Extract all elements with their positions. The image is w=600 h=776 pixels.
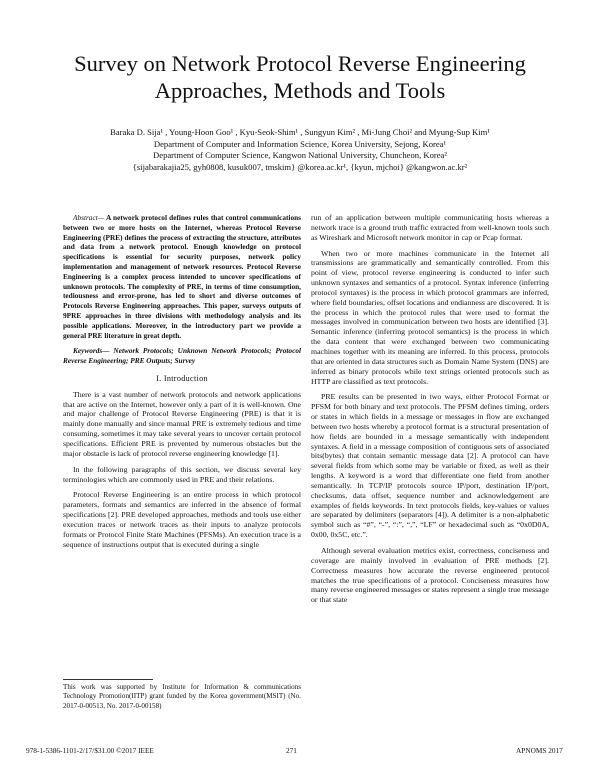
intro-paragraph-3: Protocol Reverse Engineering is an entire process in which protocol parameters, formats and semantics are inferred in the absence of formal specifications [2]. PRE developed approaches, methods and tools use either execution traces or network traces as their inputs to analyze protocols formats or Protocol Finite State Machines (PFSMs). An execution trace is a sequence of instructions output that is executed during a single [63,490,301,549]
keywords: Keywords— Network Protocols; Unknown Network Protocols; Protocol Reverse Engineering; PRE Outputs; Survey [63,346,301,366]
author-emails: {sijabarakajia25, gyh0808, kusuk007, tmskim} @korea.ac.kr¹, {kyun, mjchoi} @kangwon.ac.kr² [132,161,468,172]
affiliation-1: Department of Computer and Information Science, Korea University, Sejong, Korea¹ [153,138,447,149]
right-paragraph-3: PRE results can be presented in two ways, either Protocol Format or PFSM for both binary and text protocols. The PFSM defines timing, orders or states in which fields in a message or messages in flow are exchanged between two hosts whereby a protocol format is a structural presentation of how fields are bounded in a message semantically with independent syntaxes. A field in a message composition of contiguous sets of associated bits(bytes) that contain semantic message data [2]. A protocol can have several fields from which some may be variable or fixed, as well as their lengths. A keyword is a word that differentiate one field from another semantically. In TCP/IP protocols source IP/port, destination IP/port, checksums, data offset, sequence number and acknowledgement are examples of fields keywords. In text protocols fields, key-values or values are separated by delimiters (separators [4]). A delimiter is a non-alphabetic symbol such as “#”, “-”, “:”, “,”, “LF” or hexadecimal such as “0x0D0A, 0x00, 0x5C, etc.”. [311,392,549,540]
footer-isbn: 978-1-5386-1101-2/17/$31.00 ©2017 IEEE [26,746,154,755]
paper-title [40,50,560,104]
abstract-text: A network protocol defines rules that control communications between two or more hosts on the Internet, whereas Protocol Reverse Engineering (PRE) defines the process of extracting the structure, attributes and data from a network protocol. Enough knowledge on protocol specifications is essential for security purposes, network policy implementation and management of network resources. Protocol Reverse Engineering is a complex process intended to uncover specifications of unknown protocols. The complexity of PRE, in terms of time consumption, tediousness and error-prone, has led to short and diverse outcomes of Protocols Reverse Engineering approaches. This paper, surveys outputs of 9PRE approaches in three divisions with methodology analysis and its possible applications. Moreover, in the introductory part we provide a general PRE literature in great depth. [63,213,301,340]
footer-conference: APNOMS 2017 [516,746,563,755]
title-line-1: Survey on Network Protocol Reverse Engineering [74,51,526,76]
section-heading-introduction: I. Introduction [156,373,208,383]
title-line-2: Approaches, Methods and Tools [154,78,446,103]
affiliation-2: Department of Computer Science, Kangwon National University, Chuncheon, Korea² [153,150,447,160]
author-names: Baraka D. Sija¹ , Young-Hoon Goo¹ , Kyu-Seok-Shim¹ , Sungyun Kim² , Mi-Jung Choi² and Myung-Sup Kim¹ [110,127,490,137]
abstract [63,213,301,340]
left-column [63,213,301,555]
intro-paragraph-2: In the following paragraphs of this section, we discuss several key terminologies which are commonly used in PRE and their relations. [63,464,301,484]
footer-page-number: 271 [286,746,297,755]
footnote-divider [63,679,153,680]
right-column [311,213,549,611]
intro-paragraph-1: There is a vast number of network protocols and network applications that are active on the Internet, however only a part of it is well-known. One and major challenge of Protocol Reverse Engineering (PRE) is that it is mainly done manually and since manual PRE is extremely tedious and time consuming, sometimes it may take several years to uncover certain protocol specifications. Efficient PRE is prevented by numerous obstacles but the major obstacle is lack of protocol reverse engineering knowledge [1]. [63,389,301,458]
funding-footnote: This work was supported by Institute for Information & communications Technology Promotion(IITP) grant funded by the Korea government(MSIT) (No. 2017-0-00513, No. 2017-0-00158) [63,683,301,710]
right-paragraph-2: When two or more machines communicate in the Internet all transmissions are grammatically and semantically controlled. From this point of view, protocol reverse engineering is conducted to infer such unknown syntaxes and semantics of a protocol. Syntax inference (inferring protocol syntaxes) is the process in which protocol grammars are inferred, where field boundaries, offset locations and endianness are discovered. It is the process in which the protocol rules that were used to format the messages involved in communication between two hosts are identified [3]. Semantic inference (inferring protocol semantics) is the process in which the data content that were exchanged between two communicating machines together with its meaning are inferred. In this process, protocols that are oriented in data structures such as Domain Name System (DNS) are inferred as binary protocols while text strings oriented protocols such as HTTP are classified as text protocols. [311,248,549,386]
right-paragraph-4: Although several evaluation metrics exist, correctness, conciseness and coverage are mainly involved in evaluation of PRE methods [2]. Correctness measures how accurate the reverse engineered protocol matches the true specifications of a protocol. Conciseness measures how many reverse engineered messages or states represent a single true message or that state [311,546,549,605]
right-paragraph-1: run of an application between multiple communicating hosts whereas a network trace is a ground truth traffic extracted from well-known tools such as Wireshark and Microsoft network monitor in cap or Pcap format. [311,213,549,242]
author-block [30,127,570,173]
abstract-lead: Abstract— [73,213,105,222]
